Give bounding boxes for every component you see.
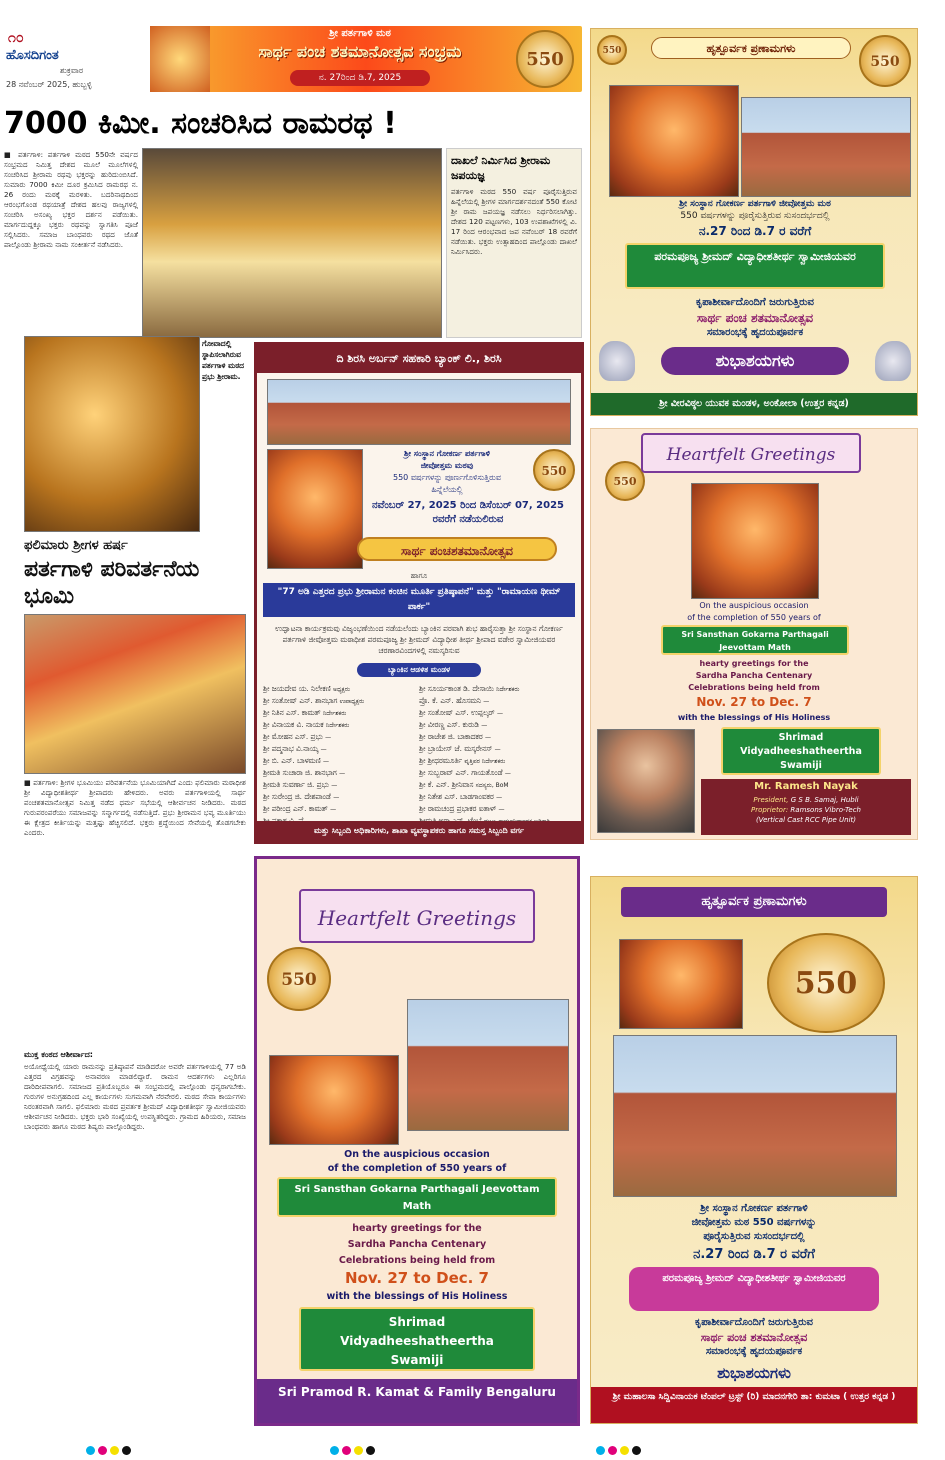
ad1-line2: 550 ವರ್ಷಗಳನ್ನು ಪೂರೈಸುತ್ತಿರುವ ಸುಸಂದರ್ಭದಲ್ಲಿ — [680, 211, 830, 221]
bank-name: ದಿ ಶಿರಸಿ ಅರ್ಬನ್ ಸಹಕಾರಿ ಬ್ಯಾಂಕ್ ಲಿ., ಶಿರಸಿ — [257, 345, 581, 373]
member-role: — — [339, 770, 346, 777]
magenta-dot-icon — [98, 1446, 107, 1455]
ad2-l5: ಸಾರ್ಥ ಪಂಚ ಶತಮಾನೋತ್ಸವ — [700, 1331, 808, 1344]
cyan-dot-icon — [86, 1446, 95, 1455]
pramod-l3: hearty greetings for the — [352, 1223, 482, 1234]
pramod-saints-image — [269, 1055, 399, 1145]
member-name: ಶ್ರೀ ಪರೀಂದ್ರ ಎನ್. ಕಾಮತ್ — [263, 804, 328, 813]
elephant-right-icon — [875, 341, 911, 381]
ramesh-dates: Nov. 27 to Dec. 7 — [696, 695, 812, 709]
members-right — [419, 683, 577, 827]
day: ಶುಕ್ರವಾರ — [60, 66, 84, 75]
paper-name: ಹೊಸದಿಗಂತ — [6, 48, 59, 63]
logo-550: 550 — [267, 947, 331, 1011]
bank-l5: ನವೆಂಬರ್ 27, 2025 ರಿಂದ ಡಿಸೆಂಬರ್ 07, 2025 ರವರೆಗೆ ನಡೆಯಲಿರುವ — [371, 500, 564, 525]
pramod-temple-photo — [407, 999, 569, 1131]
bank-footer: ಮತ್ತು ಸಿಬ್ಬಂದಿ ಅಧಿಕಾರಿಗಳು, ಶಾಖಾ ವ್ಯವಸ್ಥಾಪಕರು ಹಾಗೂ ಸಮಸ್ತ ಸಿಬ್ಬಂದಿ ವರ್ಗ — [257, 821, 581, 841]
ad2-dates: ನ.27 ರಿಂದ ಡಿ.7 ರ ವರೆಗೆ — [693, 1247, 815, 1262]
saint-figure — [150, 26, 210, 92]
black-dot-icon — [366, 1446, 375, 1455]
member-name: ಶ್ರೀ ಪದ್ಮನಾಭ ವಿ.ನಾಯ್ಕ — [263, 744, 319, 753]
pramod-l4: Sardha Pancha Centenary — [347, 1239, 487, 1250]
member-role: — — [333, 794, 340, 801]
ramesh-prop: Proprietor: — [750, 806, 789, 814]
pramod-dates: Nov. 27 to Dec. 7 — [344, 1269, 489, 1287]
member-name: ಶ್ರೀ ವಿನಾಯಕ ವಿ. ನಾಯಕ — [263, 720, 324, 729]
member-role: — — [484, 734, 491, 741]
ad-pramod — [254, 856, 580, 1426]
ad1-line5: ಸಮಾರಂಭಕ್ಕೆ ಹೃದಯಪೂರ್ವಕ — [706, 327, 804, 338]
ramesh-title-rest: G S B. Samaj, Hubli — [788, 796, 859, 804]
bank-saints-image — [267, 449, 363, 569]
member-role: ನಿರ್ದೇಶಕರು — [322, 710, 347, 717]
ramesh-title-line — [701, 795, 911, 805]
member-role: — — [498, 806, 505, 813]
bank-building-photo — [267, 379, 571, 445]
member-role: — — [481, 722, 488, 729]
page-number: ೧೦ — [8, 30, 24, 46]
ad1-swami: ಪರಮಪೂಜ್ಯ ಶ್ರೀಮದ್ ವಿದ್ಯಾಧೀಶತೀರ್ಥ ಸ್ವಾಮೀಜಿಯವರ — [625, 243, 885, 289]
ramesh-prop-line — [701, 805, 911, 815]
banner-main: ಸಾರ್ಥ ಪಂಚ ಶತಮಾನೋತ್ಸವ ಸಂಭ್ರಮ — [258, 42, 462, 61]
ad-pranamagalu-top — [590, 28, 918, 416]
story2-subhead: ಮುಕ್ತ ಕಂಠದ ಆಶೀರ್ವಾದ: — [24, 1050, 93, 1059]
black-dot-icon — [122, 1446, 131, 1455]
swamiji-event-photo — [24, 614, 246, 774]
pramod-footer: Sri Pramod R. Kamat & Family Bengaluru — [257, 1379, 577, 1423]
ad2-heading: ಹೃತ್ಪೂರ್ವಕ ಪ್ರಣಾಮಗಳು — [621, 887, 887, 917]
ramesh-name: Mr. Ramesh Nayak — [754, 781, 858, 792]
member-name: ಪ್ರೊ. ಕೆ. ಎನ್. ಹೊಸಮನಿ — [419, 696, 481, 705]
bank-l1: ಶ್ರೀ ಸಂಸ್ಥಾನ ಗೋಕರ್ಣ ಪರ್ತಗಾಳಿ — [403, 449, 490, 458]
logo-550: 550 — [767, 933, 885, 1033]
banner-dates: ನ. 27ರಿಂದ ಡಿ.7, 2025 — [290, 70, 430, 86]
ramaratha-photo — [142, 148, 442, 338]
member-role: ನಿರ್ದೇಶಕರು — [325, 722, 350, 729]
ad2-wishes: ಶುಭಾಶಯಗಳು — [717, 1364, 791, 1382]
member-name: ಶ್ರೀ ಬ್ರಾಯೇಸ್ ಜೆ. ಮಸ್ಕರೇನಸ್ — [419, 744, 493, 753]
member-name: ಶ್ರೀ ಮೋಹನ ಎಸ್. ಪ್ರಭು — [263, 732, 323, 741]
member-role: — — [320, 746, 327, 753]
ramesh-sponsor — [701, 779, 911, 835]
pramod-l6: with the blessings of His Holiness — [326, 1291, 508, 1302]
pramod-math: Sri Sansthan Gokarna Parthagali Jeevottam Math — [277, 1177, 557, 1217]
story2-headline: ಪರ್ತಗಾಳಿ ಪರಿವರ್ತನೆಯ ಭೂಮಿ — [24, 557, 200, 609]
bank-event: ಸಾರ್ಥ ಪಂಚಶತಮಾನೋತ್ಸವ — [357, 537, 557, 561]
rama-statue-photo — [24, 336, 200, 532]
member-name: ಶ್ರೀಮತಿ ಸುಚಾರಾ ಜಿ. ಶಾನಭಾಗ — [263, 768, 337, 777]
member-role: — — [504, 770, 511, 777]
member-name: ಶ್ರೀ ರಾಜೇಶ ಜಿ. ಬಾಕಾದಕರ — [419, 732, 483, 741]
pramod-l5: Celebrations being held from — [338, 1255, 496, 1266]
member-name: ಶ್ರೀ ರಾಮಚಂದ್ರ ಪ್ರಭಾಕರ ಐತಾಳ್ — [419, 804, 497, 813]
member-name: ಶ್ರೀ ನಿತೇಶ ಎಸ್. ಬಾಡಗಾಂವಕರ — [419, 792, 494, 801]
bank-statue: "77 ಅಡಿ ಎತ್ತರದ ಪ್ರಭು ಶ್ರೀರಾಮನ ಕಂಚಿನ ಮೂರ್ತಿ ಪ್ರತಿಷ್ಠಾಪನೆ" ಮತ್ತು "ರಾಮಾಯಣ ಥೀಮ್ ಪಾರ್ಕ" — [263, 583, 575, 617]
pramod-l2: of the completion of 550 years of — [327, 1163, 507, 1174]
pramod-l1: On the auspicious occasion — [344, 1149, 490, 1160]
bank-l2: ಜೀವೋತ್ತಮ ಮಠವು — [420, 461, 474, 470]
ramesh-title: President, — [753, 796, 789, 804]
logo-550: 550 — [516, 30, 574, 88]
registration-marks-left — [86, 1440, 134, 1459]
member-role: ಸದಸ್ಯರು, BoM — [475, 782, 509, 789]
logo-550: 550 — [605, 461, 645, 501]
bank-and: ಹಾಗೂ — [410, 571, 428, 580]
ramesh-prop-rest: Ramsons Vibro-Tech — [788, 806, 861, 814]
elephant-left-icon — [599, 341, 635, 381]
ramesh-prop2: (Vertical Cast RCC Pipe Unit) — [755, 816, 857, 824]
statue-caption: ಗೋವಾದಲ್ಲಿ ಸ್ಥಾಪಿಸಲಾಗಿರುವ ಪರ್ತಗಾಳಿ ಮಠದ ಪ್ರಭು ಶ್ರೀರಾಮ. — [202, 339, 245, 381]
banner — [150, 26, 582, 92]
date-city: 28 ನವೆಂಬರ್ 2025, ಹುಬ್ಬಳ್ಳಿ — [6, 80, 92, 89]
ramesh-l1: On the auspicious occasion — [699, 601, 809, 610]
members-left — [263, 683, 415, 827]
magenta-dot-icon — [342, 1446, 351, 1455]
yellow-dot-icon — [354, 1446, 363, 1455]
cyan-dot-icon — [330, 1446, 339, 1455]
ramesh-greet: Heartfelt Greetings — [641, 433, 861, 473]
ad1-line4: ಸಾರ್ಥ ಪಂಚ ಶತಮಾನೋತ್ಸವ — [696, 311, 814, 325]
masthead — [0, 26, 582, 92]
registration-marks-center — [330, 1440, 378, 1459]
black-dot-icon — [632, 1446, 641, 1455]
member-name: ಶ್ರೀಮತಿ ಸುವರ್ಣಾ ಜಿ. ಪ್ರಭು — [263, 780, 329, 789]
magenta-dot-icon — [608, 1446, 617, 1455]
yellow-dot-icon — [110, 1446, 119, 1455]
ad-bank — [254, 342, 584, 844]
banner-top: ಶ್ರೀ ಪರ್ತಗಾಳಿ ಮಠ — [329, 28, 391, 39]
sidebar-title: ದಾಖಲೆ ನಿರ್ಮಿಸಿದ ಶ್ರೀರಾಮ ಜಪಯಜ್ಞ — [451, 154, 551, 182]
story1-body: ■ ಪರ್ತಗಾಳಿ: ಪರ್ತಗಾಳಿ ಮಠದ 550ನೇ ವರ್ಷದ ಸಂಭ್ರಮದ ನಿಮಿತ್ತ ದೇಶದ ಮೂಲೆ ಮೂಲೆಗಳಲ್ಲಿ ಸಂಚರಿಸಿದ ಶ್ರೀರಾಮ ರಥವು ಭಕ್ತರನ್ನು ಹುರಿದುಂಬಿಸಿದೆ. ಸುಮಾರು 7000 ಕಿಮೀ ದೂರ ಕ್ರಮಿಸಿದ ರಾಮರಥ ನ. 26 ರಂದು ಮಠಕ್ಕೆ ಮರಳಿತು. ಬದರಿನಾಥದಿಂದ ಆರಂಭಗೊಂಡ ರಥಯಾತ್ರೆ ದೇಶದ ಹಲವು ರಾಜ್ಯಗಳಲ್ಲಿ ಸಂಚರಿಸಿ ಅಸಂಖ್ಯ ಭಕ್ತರ ದರ್ಶನ ಪಡೆಯಿತು. ಮಾರ್ಗದುದ್ದಕ್ಕೂ ಭಕ್ತರು ರಥವನ್ನು ಸ್ವಾಗತಿಸಿ ಪೂಜೆ ಸಲ್ಲಿಸಿದರು. ಸಮಾಜ ಬಾಂಧವರು ರಥದ ಜೊತೆ ಪಾಲ್ಗೊಂಡು ಶ್ರೀರಾಮ ನಾಮ ಸಂಕೀರ್ತನೆ ನಡೆಸಿದರು. — [4, 150, 138, 249]
member-name: ಶ್ರೀ ಬಿ. ಎನ್. ಬಾಳಮಣಿ — [263, 756, 321, 765]
member-name: ಶ್ರೀ ಸುಬ್ಬರಾವ್ ಎನ್. ಗಾಯತೊಂಡೆ — [419, 768, 503, 777]
ad2-l6: ಸಮಾರಂಭಕ್ಕೆ ಹೃದಯಪೂರ್ವಕ — [705, 1346, 803, 1357]
member-role: — — [330, 806, 337, 813]
pramod-swami: Shrimad Vidyadheeshatheertha Swamiji — [299, 1307, 535, 1371]
ad2-saints-image — [619, 939, 743, 1029]
ad2-l3: ಪೂರೈಸುತ್ತಿರುವ ಸುಸಂದರ್ಭದಲ್ಲಿ — [703, 1231, 805, 1242]
member-role: — — [483, 698, 490, 705]
member-role: ಉಪಾಧ್ಯಕ್ಷರು — [339, 698, 365, 705]
saints-image — [609, 85, 739, 197]
ad2-l4: ಕೃಪಾಶೀರ್ವಾದೊಂದಿಗೆ ಜರುಗುತ್ತಿರುವ — [695, 1317, 813, 1328]
ad2-footer: ಶ್ರೀ ಮಹಾಲಸಾ ಸಿದ್ದಿವಿನಾಯಕ ಟೆಂಪಲ್ ಟ್ರಸ್ಟ್ (ರಿ) ಮಾದನಗೇರಿ ತಾ: ಕುಮಟಾ ( ಉತ್ತರ ಕನ್ನಡ ) — [591, 1387, 917, 1423]
member-role: — — [331, 782, 338, 789]
ramesh-l4: Sardha Pancha Centenary — [695, 671, 813, 680]
bank-para: ಉದ್ಘಾಟನಾ ಕಾರ್ಯಕ್ರಮವು ವಿಜೃಂಭಣೆಯಿಂದ ನಡೆಯಲೆಂದು ಬ್ಯಾಂಕಿನ ಪರವಾಗಿ ಶುಭ ಹಾರೈಸುತ್ತಾ ಶ್ರೀ ಸಂಸ್ಥಾನ ಗೋಕರ್ಣ ಪರ್ತಗಾಳಿ ಜೀವೋತ್ತಮ ಮಠಾಧೀಶ ಪರಮಪೂಜ್ಯ ಶ್ರೀ ಶ್ರೀಮದ್ ವಿದ್ಯಾಧೀಶ ತೀರ್ಥ ಶ್ರೀಪಾದ ವಡೇರ ಸ್ವಾಮೀಜಿಯವರ ಚರಣಾರವಿಂದಗಳಲ್ಲಿ ನಮಸ್ಕರಿಸುವ — [275, 624, 563, 655]
logo-550-small: 550 — [597, 35, 627, 65]
ad2-l1: ಶ್ರೀ ಸಂಸ್ಥಾನ ಗೋಕರ್ಣ ಪರ್ತಗಾಳಿ — [700, 1203, 808, 1214]
member-name: ಶ್ರೀ ವೀರಣ್ಣ ಎಸ್. ಕುರುಡಿ — [419, 720, 479, 729]
member-name: ಶ್ರೀ ಸೂರ್ಯಕಾಂತ ಡಿ. ದೇಸಾಯಿ — [419, 684, 494, 693]
ad-pranamagalu-bottom — [590, 876, 918, 1424]
ad2-l2: ಜೀವೋತ್ತಮ ಮಠ 550 ವರ್ಷಗಳನ್ನು — [691, 1217, 817, 1228]
member-role: — — [496, 794, 503, 801]
member-role: — — [325, 734, 332, 741]
member-role: ನಿರ್ದೇಶಕರು — [496, 686, 520, 693]
ad1-line3: ಕೃಪಾಶೀರ್ವಾದೊಂದಿಗೆ ಜರುಗುತ್ತಿರುವ — [696, 297, 814, 308]
ad1-line1: ಶ್ರೀ ಸಂಸ್ಥಾನ ಗೋಕರ್ಣ ಪರ್ತಗಾಳಿ ಜೀವೋತ್ತಮ ಮಠ — [679, 199, 831, 209]
story2-body: ■ ಪರ್ತಗಾಳಿ: ಶ್ರೀಗಳ ಭೂಮಿಯು ಪರಿವರ್ತನೆಯ ಭೂಮಿಯಾಗಿದೆ ಎಂದು ಫಲಿಮಾರು ಮಠಾಧೀಶ ಶ್ರೀ ವಿದ್ಯಾಧೀಶತೀರ್ಥ ಶ್ರೀಪಾದರು ಹೇಳಿದರು. ಅವರು ಪರ್ತಗಾಳಿಯಲ್ಲಿ ಸಾರ್ಥ ಪಂಚಶತಮಾನೋತ್ಸವ ನಿಮಿತ್ತ ನಡೆದ ಧರ್ಮ ಸಭೆಯಲ್ಲಿ ಆಶೀರ್ವಚನ ನೀಡಿದರು. ಮಠದ ಗುರುಪರಂಪರೆಯು ಸಮಾಜವನ್ನು ಸನ್ಮಾರ್ಗದಲ್ಲಿ ನಡೆಸುತ್ತಿದೆ. ಪ್ರಭು ಶ್ರೀರಾಮನ ಭವ್ಯ ಮೂರ್ತಿಯು ಈ ಕ್ಷೇತ್ರದ ಕೀರ್ತಿಯನ್ನು ಮತ್ತಷ್ಟು ಹೆಚ್ಚಿಸಲಿದೆ. ಭಕ್ತರು ಶ್ರದ್ಧೆಯಿಂದ ಸೇವೆಯಲ್ಲಿ ತೊಡಗಬೇಕು ಎಂದರು. — [24, 778, 246, 837]
bank-board: ಬ್ಯಾಂಕಿನ ಆಡಳಿತ ಮಂಡಳ — [357, 663, 481, 677]
member-name: ಶ್ರೀ ನಿತಿನ ಎಸ್. ಕಾಮತ್ — [263, 708, 321, 717]
ramesh-l6: with the blessings of His Holiness — [677, 713, 831, 722]
logo-550: 550 — [533, 449, 575, 491]
yellow-dot-icon — [620, 1446, 629, 1455]
story1-headline: 7000 ಕಿಮೀ. ಸಂಚರಿಸಿದ ರಾಮರಥ ! — [4, 106, 397, 141]
ramesh-swami: Shrimad Vidyadheeshatheertha Swamiji — [721, 727, 881, 775]
cyan-dot-icon — [596, 1446, 605, 1455]
member-role: — — [496, 710, 503, 717]
member-name: ಶ್ರೀ ಶ್ರೀಧರಮೂರ್ತಿ — [419, 756, 462, 765]
story2-body2: ಅಯೋಧ್ಯೆಯಲ್ಲಿ ಯಾರು ರಾಮನನ್ನು ಪ್ರತಿಷ್ಠಾಪನೆ ಮಾಡಿದರೋ ಅವರೇ ಪರ್ತಗಾಳಿಯಲ್ಲಿ 77 ಅಡಿ ಎತ್ತರದ ವಿಗ್ರಹವನ್ನು ಅನಾವರಣ ಮಾಡಲಿದ್ದಾರೆ. ರಾಮನ ಆದರ್ಶಗಳು ಎಲ್ಲರಿಗೂ ದಾರಿದೀಪವಾಗಲಿ. ಸಮಾಜದ ಪ್ರತಿಯೊಬ್ಬರೂ ಈ ಸಂಭ್ರಮದಲ್ಲಿ ಪಾಲ್ಗೊಂಡು ಧನ್ಯರಾಗಬೇಕು. ಗುರುಗಳ ಅನುಗ್ರಹದಿಂದ ಎಲ್ಲ ಕಾರ್ಯಗಳು ಸುಗಮವಾಗಿ ನೆರವೇರಲಿ. ಮಠದ ಸೇವಾ ಕಾರ್ಯಗಳು ನಿರಂತರವಾಗಿ ಸಾಗಲಿ. ಫಲಿಮಾರು ಮಠದ ಪ್ರವರ್ತಕ ಶ್ರೀಮದ್ ವಿದ್ಯಾಧೀಶತೀರ್ಥ ಸ್ವಾಮೀಜಿಯವರು ಆಶೀರ್ವಚನ ನೀಡಿದರು. ಭಕ್ತರು ಭಾರಿ ಸಂಖ್ಯೆಯಲ್ಲಿ ಉಪಸ್ಥಿತರಿದ್ದರು. ಗ್ರಾಮದ ಹಿರಿಯರು, ಸಮಾಜ ಬಾಂಧವರು ಹಾಗೂ ಮಠದ ಶಿಷ್ಯರು ಪಾಲ್ಗೊಂಡಿದ್ದರು. — [24, 1062, 246, 1131]
ramesh-l3: hearty greetings for the — [699, 659, 809, 668]
ad1-dates: ನ.27 ರಿಂದ ಡಿ.7 ರ ವರೆಗೆ — [698, 224, 812, 238]
member-role: — — [322, 758, 329, 765]
member-name: ಶ್ರೀ ಸಂತೋಷ್ ಎನ್. ಶಾನಭಾಗ — [263, 696, 338, 705]
ramesh-l5: Celebrations being held from — [688, 683, 820, 692]
ad1-wishes: ಶುಭಾಶಯಗಳು — [661, 347, 849, 375]
member-name: ಶ್ರೀ ಕೆ. ಎನ್. ಶ್ರೀನಿವಾಸ — [419, 780, 474, 789]
ad1-footer: ಶ್ರೀ ವೀರವಿಠ್ಠಲ ಯುವಕ ಮಂಡಳ, ಅಂಕೋಲಾ (ಉತ್ತರ ಕನ್ನಡ) — [591, 393, 917, 415]
pramod-greet: Heartfelt Greetings — [299, 889, 535, 943]
ad2-temple-photo — [613, 1035, 897, 1197]
ad2-swami: ಪರಮಪೂಜ್ಯ ಶ್ರೀಮದ್ ವಿದ್ಯಾಧೀಶತೀರ್ಥ ಸ್ವಾಮೀಜಿಯವರ — [629, 1267, 879, 1311]
member-role: ಅಧ್ಯಕ್ಷರು — [332, 686, 350, 693]
registration-marks-right — [596, 1440, 644, 1459]
member-role: ವೃತ್ತಿಪರ ನಿರ್ದೇಶಕರು — [464, 758, 506, 765]
ramesh-math: Sri Sansthan Gokarna Parthagali Jeevottam Math — [661, 625, 849, 655]
bank-l3: 550 ವರ್ಷಗಳನ್ನು ಪೂರ್ಣಗೊಳಿಸುತ್ತಿರುವ — [393, 473, 501, 482]
ad-ramesh — [590, 428, 918, 840]
temple-photo — [741, 97, 911, 197]
member-name: ಶ್ರೀ ಸಂತೋಷ್ ಎಸ್. ಉಪ್ಪಲ್ಕರ್ — [419, 708, 495, 717]
ramesh-l2: of the completion of 550 years of — [687, 613, 821, 622]
ramesh-saints-image — [691, 483, 819, 599]
logo-550: 550 — [859, 35, 911, 87]
story2-kicker: ಫಲಿಮಾರು ಶ್ರೀಗಳ ಹರ್ಷ — [24, 538, 128, 553]
ad1-heading: ಹೃತ್ಪೂರ್ವಕ ಪ್ರಣಾಮಗಳು — [651, 37, 851, 59]
story1-sidebar — [446, 148, 582, 338]
member-name: ಶ್ರೀ ಜಯದೇವ ಯ. ನಿಲೇಕಣಿ — [263, 684, 331, 693]
ramesh-portrait — [597, 729, 695, 833]
member-name: ಶ್ರೀ ಸುರೇಂದ್ರ ಜಿ. ದೇಶಪಾಂಡೆ — [263, 792, 331, 801]
sidebar-body: ಪರ್ತಗಾಳಿ ಮಠದ 550 ವರ್ಷ ಪೂರೈಸುತ್ತಿರುವ ಹಿನ್ನೆಲೆಯಲ್ಲಿ ಶ್ರೀಗಳ ಮಾರ್ಗದರ್ಶನದಂತೆ 550 ಕೋಟಿ ಶ್ರೀ ರಾಮ ಜಪಯಜ್ಞ ನಡೆಸಲು ನಿರ್ಧರಿಸಲಾಗಿತ್ತು. ದೇಶದ 120 ಪಟ್ಟಣಗಳು, 103 ಉಪಶಾಖೆಗಳಲ್ಲಿ ವಿ. 17 ರಿಂದ ಆರಂಭವಾದ ಜಪ ನವೆಂಬರ್ 18 ರವರೆಗೆ ನಡೆಯಿತು. ಭಕ್ತರು ಉತ್ಸಾಹದಿಂದ ಪಾಲ್ಗೊಂಡು ದಾಖಲೆ ನಿರ್ಮಿಸಿದರು. — [451, 187, 577, 256]
member-role: — — [494, 746, 501, 753]
bank-l4: ಹಿನ್ನೆಲೆಯಲ್ಲಿ — [431, 485, 463, 494]
